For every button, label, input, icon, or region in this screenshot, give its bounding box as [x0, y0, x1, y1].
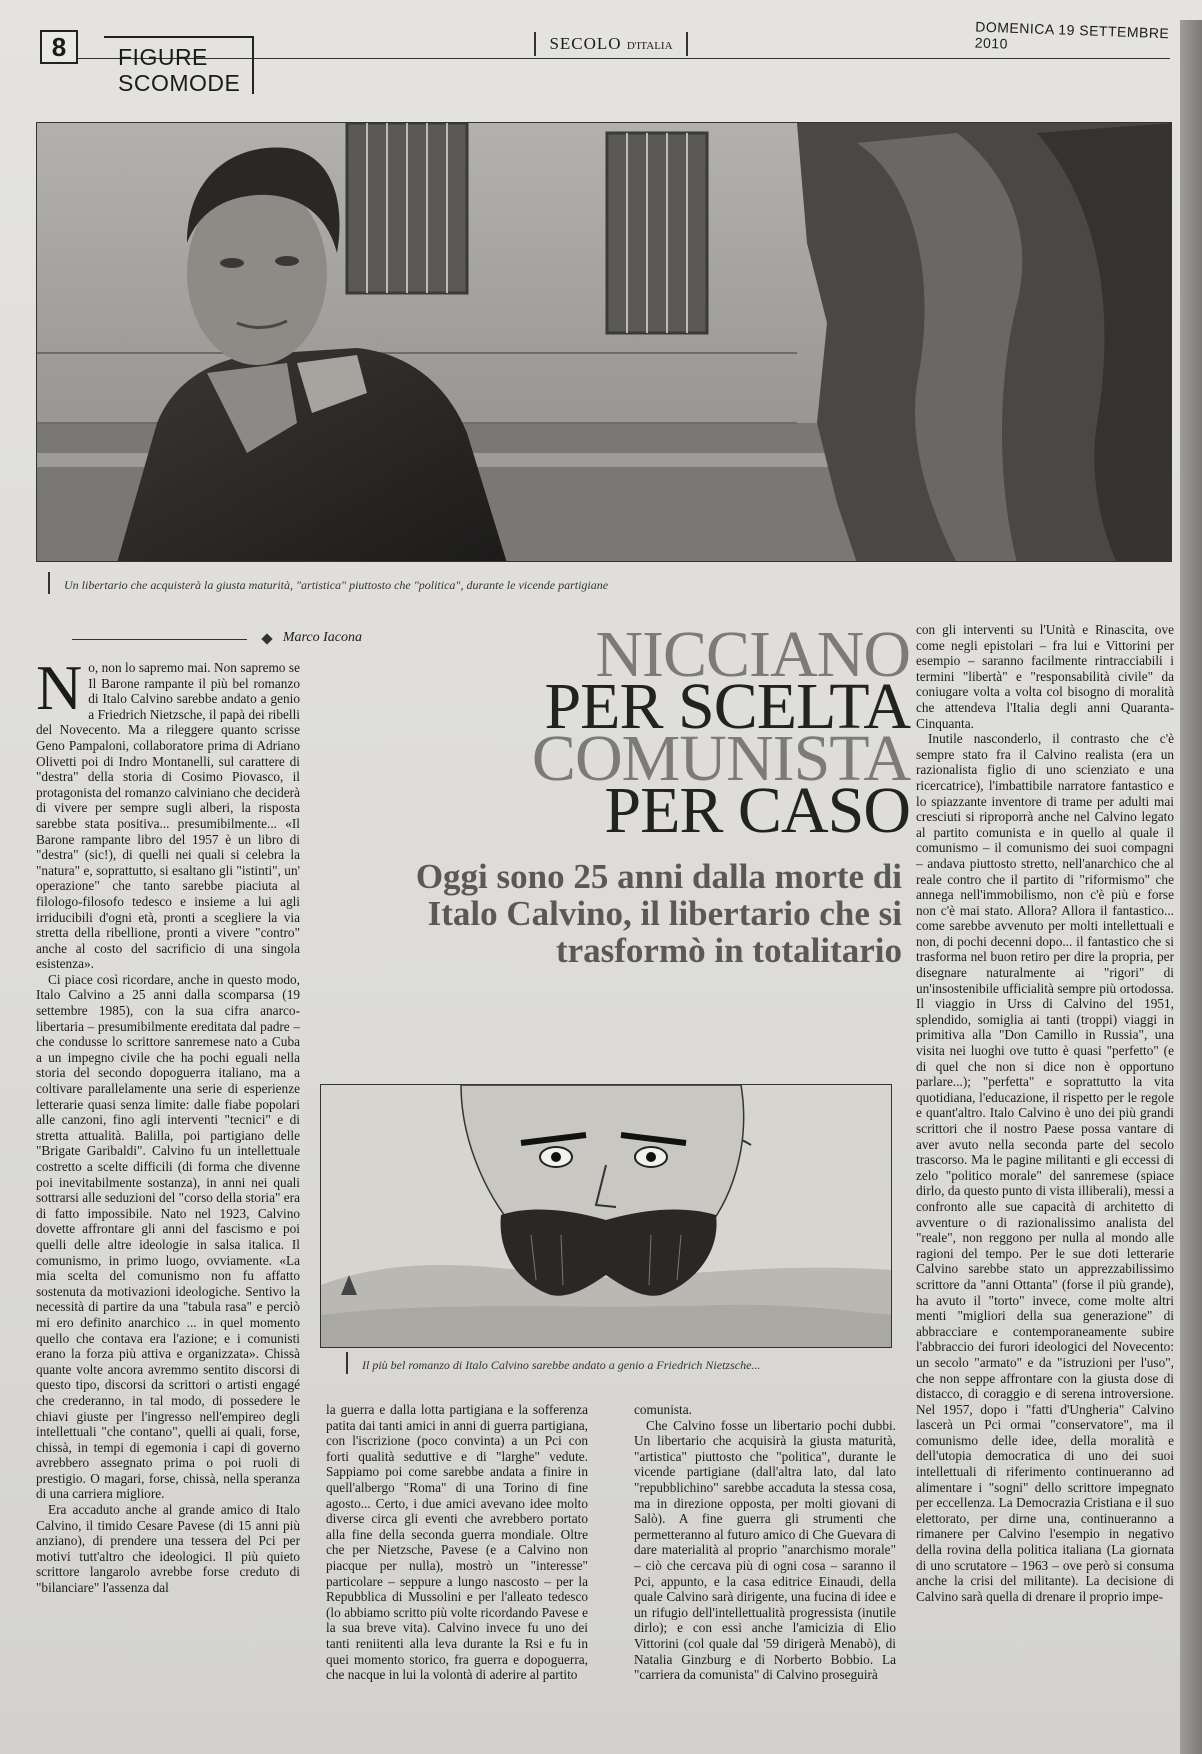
drawing-illustration	[321, 1085, 892, 1348]
article-column-3	[634, 1402, 896, 1742]
issue-date: DOMENICA 19 SETTEMBRE 2010	[974, 18, 1170, 52]
article-paragraph: Inutile nasconderlo, il contrasto che c'è sempre stato fra il Calvino realista (era un razionalista figlio di uno scienziato e una ricercatrice), l'imbattibile narratore fantastico e lo spiazzante inventore di trame per adulti mai cresciuti si riproporrà anche nel Calvino legato al partito comunista e in quello al quale il comunismo – il comunismo dei suoi compagni – andava piuttosto stretto, nell'anarchico che al reale contro che il partito di "riformismo" che annega nell'immobilismo, non c'è più e forse non c'è mai stato. Allora? Allora il fantastico... come sarebbe avvenuto per molti intellettuali e non, di pochi decenni dopo... il fantastico che si trasforma nel buon retiro per dire la propria, per disegnare naturalmente ai "rigori" di un'insostenibile ufficialità sempre più ortodossa. Il viaggio in Urss di Calvino del 1951, splendido, somiglia ai tanti (troppi) viaggi in primitiva alla "Don Camillo in Russia", una visita nei luoghi ove tutto è quasi "perfetto" (e di quel che non si dice non è opportuno parlare...); "perfetta" e soprattutto la vita quotidiana, l'educazione, il rispetto per le regole e quant'altro. Italo Calvino è uno dei più grandi scrittori che il nostro Paese possa vantare di aver avuto nella seconda parte del secolo trascorso. Ma le pagine militanti e gli eccessi di zelo "politico morale" del sanremese (spiace dirlo, da questo punto di vista illiberali), messi a confronto alle sue capacità di architetto di avventure o di razionalissimo analista del "reale", non reggono per nulla al mondo alle ragioni del tempo. Per le sue doti letterarie Calvino sarebbe stato un apprezzabilissimo scrittore da "anni Ottanta" (forse il più grande), ha avuto il "torto" invece, come molte altri menti "migliori della sua generazione" di abbracciare e contemporaneamente subire l'abbraccio dei furori ideologici del Novecento: un secolo "armato" e da "istruzioni per l'uso", che non seppe affrontare con la giusta dose di distacco, di coraggio e di serena introversione. Nel 1957, dopo i "fatti d'Ungheria" Calvino lascerà un Pci ormai "conservatore", ma il comunismo delle idee, della moralità e dell'utopia democratica di uno dei suoi intellettuali di riferimento continueranno ad alimentare i "sogni" dello scrittore impegnato per eccellenza. La Democrazia Cristiana e il suo elettorato, per dirne una, continueranno a rimanere per Calvino l'esempio in negativo della rovina della politica italiana (La giornata di uno scrutatore – 1963 – ove però si consuma anche la crisi del militante). La decisione di Calvino sarà quella di drenare il proprio impe-	[916, 731, 1174, 1604]
article-paragraph: con gli interventi su l'Unità e Rinascita, ove come negli epistolari – fra lui e Vittorini per esempio – saranno facilmente rintracciabili i termini "libertà" e "responsabilità civile" da coniugare volta a volta col bisogno di moralità che attendeva l'Italia degli anni Quaranta-Cinquanta.	[916, 622, 1174, 731]
author-name: Marco Iacona	[282, 630, 362, 645]
page-edge-shadow	[1180, 20, 1202, 1754]
headline-line-2: PER SCELTA	[544, 670, 910, 743]
page-number: 8	[40, 30, 78, 64]
article-column-1	[36, 660, 300, 1740]
byline-diamond-icon	[261, 633, 272, 644]
article-paragraph: Era accaduto anche al grande amico di Italo Calvino, il timido Cesare Pavese (di 15 anni più anziano), di prendere una tessera del Pci per motivi tutt'altro che ideologici. Il più quieto scrittore langarolo avrebbe forse creduto di "bilanciare" l'assenza dal	[36, 1502, 300, 1596]
photo-caption: Un libertario che acquisterà la giusta maturità, "artistica" piuttosto che "politica", durante le vicende partigiane	[48, 572, 1164, 594]
drawing-caption: Il più bel romanzo di Italo Calvino sarebbe andato a genio a Friedrich Nietzsche...	[346, 1352, 922, 1374]
byline	[72, 630, 362, 646]
headline-line-1: NICCIANO	[595, 618, 910, 691]
masthead	[534, 32, 688, 56]
lead-photo	[36, 122, 1172, 562]
article-column-4	[916, 622, 1174, 1742]
article-paragraph: Ci piace così ricordare, anche in questo modo, Italo Calvino a 25 anni dalla scomparsa (19 settembre 1985), con la sua cifra anarco-libertaria – presumibilmente ereditata dal padre – che condusse lo scrittore sanremese nato a Cuba a un impegno civile che ha pochi eguali nella storia del secondo dopoguerra italiano, ma a coltivare parallelamente una serie di esperienze letterarie quasi senza limite: dalle fiabe popolari alle canzoni, fino agli interventi "tecnici" e di stretta attualità. Balilla, poi partigiano delle "Brigate Garibaldi". Calvino fu un intellettuale costretto a scelte difficili (di forma che divenne poi inevitabilmente sostanza), in anni nei quali sottrarsi alle seduzioni del "corso della storia" era di fatto impossibile. Nato nel 1923, Calvino dovette affrontare gli anni del fascismo e poi quelli delle altre ideologie in salsa italica. Il comunismo, in primo luogo, ovviamente. «La mia scelta del comunismo non fu affatto sostenuta da motivazioni ideologiche. Sentivo la necessità di partire da una "tabula rasa" e perciò mi ero definito anarchico ... in quel momento quello che contava era l'azione; e i comunisti erano la forza più attiva e organizzata». Chissà quante volte ancora avremmo sentito discorsi di questo tipo, discorsi da scrittori o artisti engagé che crederanno, in tal modo, di possedere le chiavi giuste per l'ingresso nell'empireo degli intellettuali "che contano", quelli ai quali, forse, chissà, in tempi di egemonia i capi di governo avrebbero assegnato prima o poi ruoli di prestigio. O magari, forse, chissà, nella speranza di una carriera migliore.	[36, 971, 300, 1502]
article-paragraph: la guerra e dalla lotta partigiana e la sofferenza patita dai tanti amici in anni di guerra partigiana, con l'iscrizione (poco convinta) a un Pci con forti qualità seduttive e di "larghe" vedute. Sappiamo poi come sarebbe andata a finire in quell'albergo "Roma" di una Torino di fine agosto... Certo, i due amici avevano idee molto diverse circa gli eventi che avrebbero portato alla fine della seconda guerra mondiale. Oltre che per Nietzsche, Pavese (e a Calvino non piacque per nulla), mostrò un "interesse" particolare – seppure a lungo nascosto – per la Repubblica di Mussolini e per l'alleato tedesco (lo abbiamo scritto più volte ricordando Pavese e la sua breve vita). Calvino invece fu uno dei tanti reniitenti alla leva durante la Rsi e fu in quei momento storico, fra guerra e dopoguerra, che nacque in lui la volontà di aderire al partito	[326, 1402, 588, 1683]
nietzsche-drawing	[320, 1084, 892, 1348]
byline-rule	[72, 639, 247, 640]
article-column-2	[326, 1402, 588, 1742]
headline-line-4: PER CASO	[604, 774, 910, 847]
section-tag	[104, 36, 254, 94]
section-line-2: SCOMODE	[118, 70, 241, 96]
section-line-1: FIGURE	[118, 44, 208, 70]
article-paragraph: Che Calvino fosse un libertario pochi dubbi. Un libertario che acquisirà la giusta maturità, "artistica" piuttosto che "politica", durante le vicende partigiane (dall'altra lato, dal lato "repubblichino" sarebbe accaduta la stessa cosa, ma in direzione opposta, per molti giovani di Salò). A fine guerra gli strumenti che permetteranno al futuro amico di Che Guevara di dare materialità al proprio "anarchismo morale" – ciò che cercava più di ogni cosa – saranno il Pci, appunto, e la casa editrice Einaudi, della quale Calvino sarà dirigente, una fucina di idee e un rifugio dell'intellettualità progressista (inutile dirlo); e con essi anche l'amicizia di Elio Vittorini (col quale dal '59 dirigerà Menabò), di Natalia Ginzburg e di Norberto Bobbio. La "carriera da comunista" di Calvino proseguirà	[634, 1417, 896, 1683]
headline-line-3: COMUNISTA	[531, 722, 910, 795]
article-paragraph: No, non lo sapremo mai. Non sapremo se Il Barone rampante il più bel romanzo di Italo Calvino sarebbe andato a genio a Friedrich Nietzsche, il papà dei ribelli del Novecento. Ma a rileggere quanto scrisse Geno Pampaloni, collaboratore prima di Adriano Olivetti poi di Indro Montanelli, sul carattere di "destra" della storia di Cosimo Piovasco, il protagonista del romanzo calviniano che deciderà di vivere per sempre sugli alberi, la risposta sarebbe stata positiva... presumibilmente... «Il Barone rampante libro del 1957 è un libro di "destra" (sic!), di quelli nei quali si celebra la "natura" e, soprattutto, si esaltano gli "istinti", un' operazione" che tanto sarebbe piaciuta al filologo-filosofo tedesco e insieme a lui agli irriducibili d'ogni età, pronti a scegliere la via stretta della ribellione, pronti a vivere "contro" anche al costo del sacrificio di una singola esistenza».	[36, 660, 300, 972]
subheadline: Oggi sono 25 anni dalla morte di Italo Calvino, il libertario che si trasformò in totalitario	[415, 857, 902, 970]
article-paragraph: comunista.	[634, 1402, 692, 1417]
drop-cap: N	[36, 660, 83, 723]
masthead-name: SECOLO	[549, 34, 622, 53]
masthead-suffix: D'ITALIA	[626, 40, 673, 52]
photo-illustration	[37, 123, 1172, 562]
